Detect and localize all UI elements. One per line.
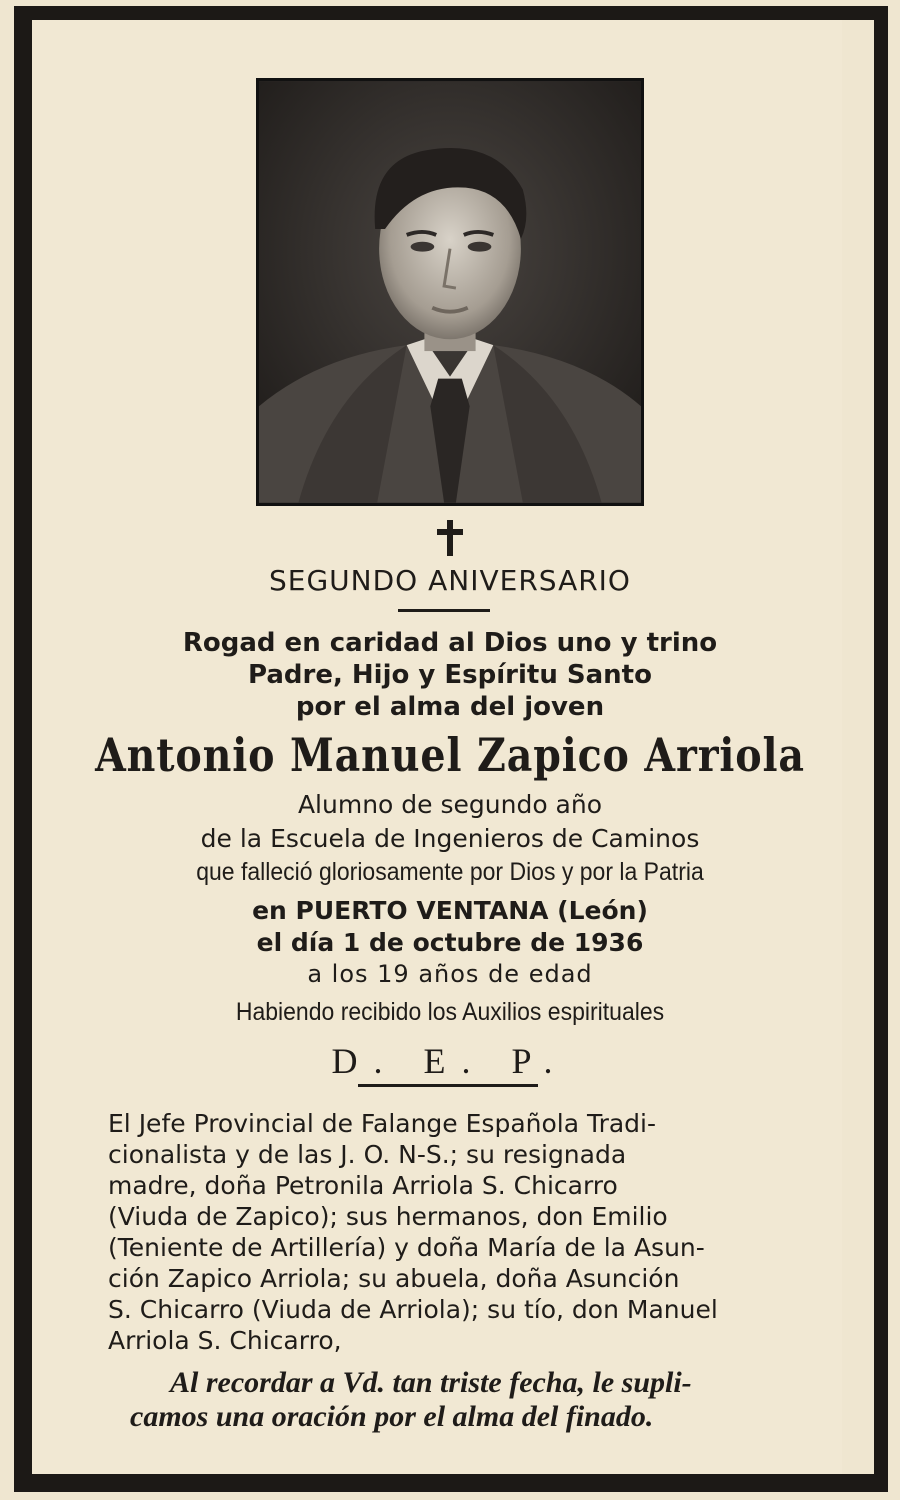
anniversary-title: SEGUNDO ANIVERSARIO [269,564,631,597]
family-paragraph [108,1108,814,1356]
prayer-line-2: Padre, Hijo y Espíritu Santo [248,660,652,690]
family-line: (Viuda de Zapico); sus hermanos, don Emilio [108,1202,668,1231]
sacraments-line: Habiendo recibido los Auxilios espirituales [235,998,665,1026]
family-line: Arriola S. Chicarro, [108,1326,342,1355]
dep-underline [358,1084,538,1087]
closing-line-1: Al recordar a Vd. tan triste fecha, le supli- [170,1366,692,1399]
prayer-line-3: por el alma del joven [295,692,605,722]
prayer-line-1: Rogad en caridad al Dios uno y trino [182,628,718,658]
death-line: que falleció gloriosamente por Dios y por la Patria [196,858,704,886]
school-line: de la Escuela de Ingenieros de Caminos [200,824,700,853]
title-divider [398,609,490,612]
family-line: cionalista y de las J. O. N-S.; su resignada [108,1140,627,1169]
deceased-name: Antonio Manuel Zapico Arriola [95,728,805,782]
family-line: El Jefe Provincial de Falange Española Tradi- [108,1109,657,1138]
portrait-photo [256,78,644,506]
family-line: (Teniente de Artillería) y doña María de la Asun- [108,1233,705,1262]
closing-request [130,1366,820,1434]
date-line: el día 1 de octubre de 1936 [256,928,644,957]
age-line: a los 19 años de edad [307,960,593,988]
closing-line-2: camos una oración por el alma del finado. [130,1400,654,1433]
family-line: S. Chicarro (Viuda de Arriola); su tío, don Manuel [108,1295,718,1324]
cross-icon [0,518,900,562]
place-line: en PUERTO VENTANA (León) [252,896,648,925]
family-line: madre, doña Petronila Arriola S. Chicarro [108,1171,618,1200]
dep-initials: D. E. P. [331,1041,569,1081]
student-line: Alumno de segundo año [297,790,603,819]
family-line: ción Zapico Arriola; su abuela, doña Asunción [108,1264,680,1293]
portrait-illustration [259,81,641,503]
